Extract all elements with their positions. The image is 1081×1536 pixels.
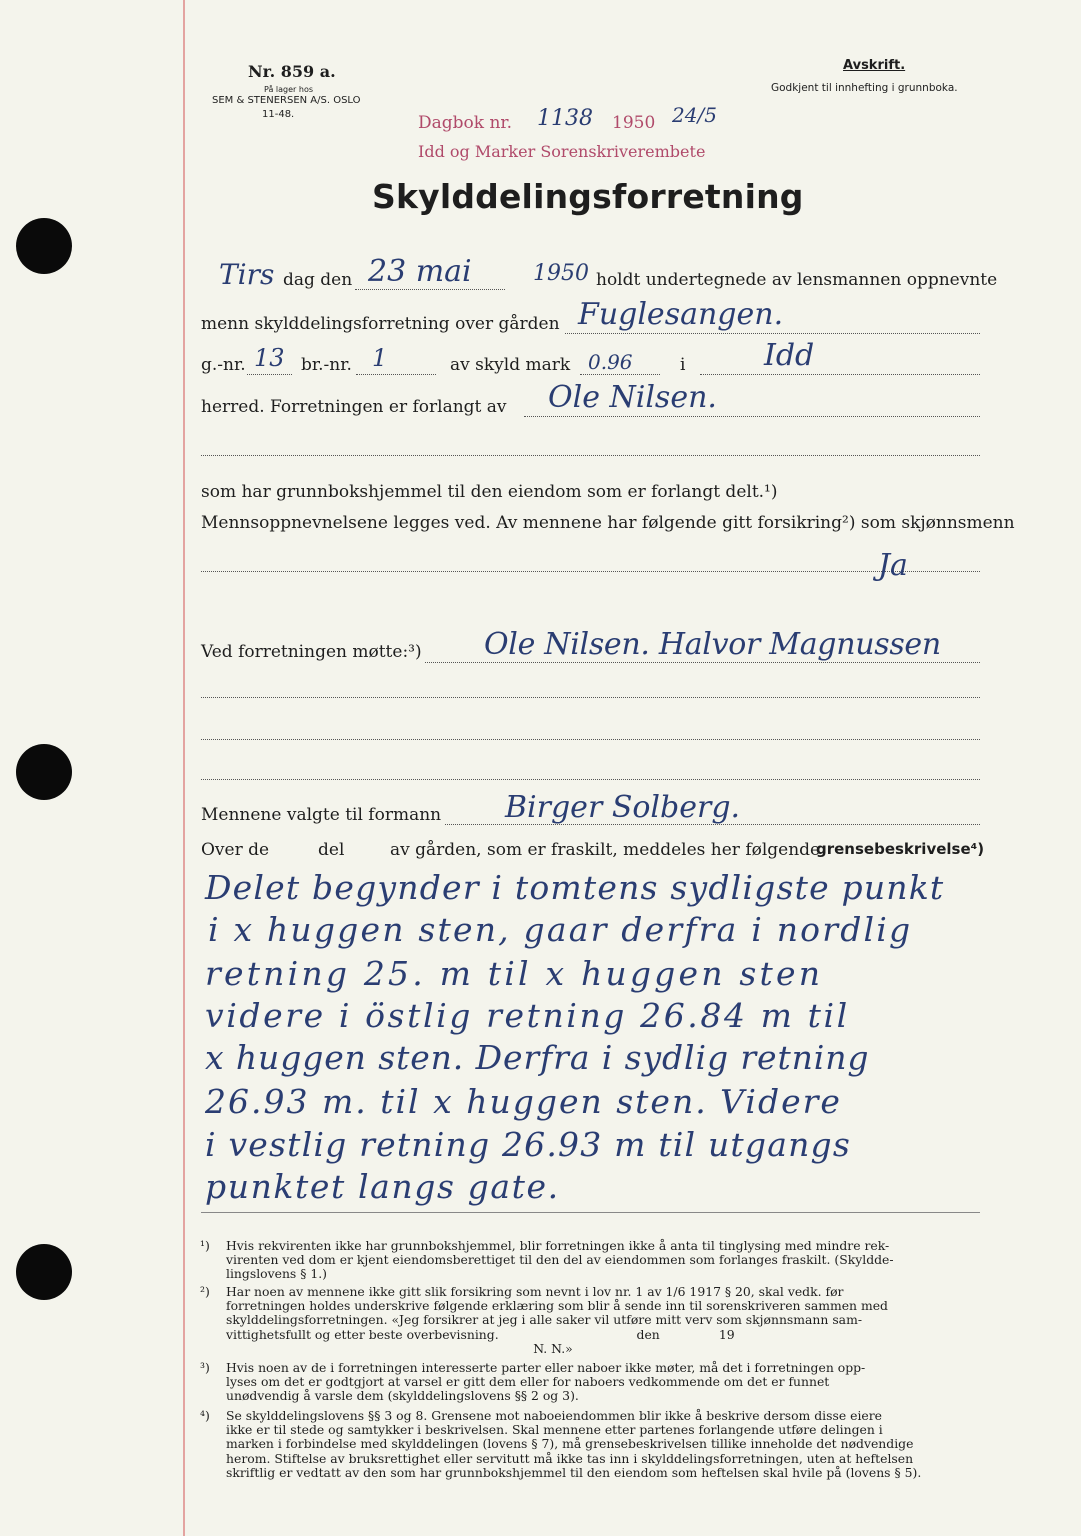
over-de-label: Over de [201,840,270,860]
bnr-value: 1 [372,344,388,372]
municipality-line [700,374,980,375]
boundary-intro: av gården, som er fraskilt, meddeles her følgende [390,840,821,860]
footnote-2-line-5: N. N.» [226,1340,573,1356]
footnote-4-line-4: herom. Stiftelse av bruksrettighet eller servitutt må ikke tas inn i skylddelingsforretningen, uten at heftelsen [226,1450,914,1466]
chairman-value: Birger Solberg. [505,790,741,825]
date-value: 23 mai [368,254,472,289]
stamp-office: Idd og Marker Sorenskriverembete [418,142,706,161]
attended-line [425,662,980,663]
footnote-2-number: ²) [200,1284,210,1299]
boundary-line-1: Delet begynder i tomtens sydligste punkt [205,868,945,907]
blank-line-3 [201,739,980,740]
printer-line-2: SEM & STENERSEN A/S. OSLO [212,95,361,106]
blank-line-1 [201,455,980,456]
footnote-1 [200,1238,894,1282]
punch-hole-middle [16,744,72,800]
gnr-line [247,374,292,375]
footnote-2-line-4: vittighetsfullt og etter beste overbevisning. den 19 [226,1326,735,1342]
blank-line-4 [201,779,980,780]
grunnbok-text: som har grunnbokshjemmel til den eiendom som er forlangt delt.¹) [201,482,778,502]
stamp-year: 1950 [612,113,656,133]
date-line [355,289,505,290]
printer-line-1: På lager hos [264,85,313,94]
dagbok-label: Dagbok nr. [418,113,513,133]
boundary-line-4: videre i östlig retning 26.84 m til [205,996,850,1035]
boundary-line-8: punktet langs gate. [205,1167,560,1206]
footnote-4 [200,1408,922,1480]
i-label: i [680,355,686,375]
document-title: Skylddelingsforretning [372,177,804,216]
skyld-value: 0.96 [588,350,633,374]
footnote-1-line-1: Hvis rekvirenten ikke har grunnbokshjemmel, blir forretningen ikke å anta til tinglysing med mindre rek- [226,1238,890,1253]
footnote-3-line-2: lyses om det er godtgjort at varsel er gitt dem eller for naboers vedkommende om det er funnet [226,1374,830,1390]
oath-line [201,571,980,572]
skyld-line [580,374,660,375]
gnr-label: g.-nr. [201,355,246,375]
year-value: 1950 [533,261,589,286]
boundary-line-7: i vestlig retning 26.93 m til utgangs [205,1125,852,1164]
del-label: del [318,840,345,860]
footnote-2 [200,1284,888,1356]
footnote-3-number: ³) [200,1360,210,1375]
boundary-bold-label: grensebeskrivelse⁴) [816,840,985,858]
form-number: Nr. 859 a. [248,62,336,81]
requested-by-value: Ole Nilsen. [548,380,717,415]
gnr-value: 13 [254,344,285,372]
footnote-4-line-1: Se skylddelingslovens §§ 3 og 8. Grensene mot naboeiendommen blir ikke å beskrive dersom disse eiere [226,1408,883,1423]
held-text: holdt undertegnede av lensmannen oppnevnte [596,270,998,290]
farm-label: menn skylddelingsforretning over gården [201,314,560,334]
day-prefix-value: Tirs [219,258,275,291]
boundary-line-2: i x huggen sten, gaar derfra i nordlig [208,910,913,949]
footnote-4-line-2: ikke er til stede og samtykker i beskrivelsen. Skal mennene etter partenes forlangende utføre delingen i [226,1422,883,1438]
approval-note: Godkjent til innhefting i grunnboka. [771,82,958,94]
herred-label: herred. Forretningen er forlangt av [201,397,507,417]
boundary-line-5: x huggen sten. Derfra i sydlig retning [205,1038,870,1077]
attended-label: Ved forretningen møtte:³) [201,642,422,662]
margin-line [183,0,185,1536]
footnote-2-line-3: skylddelingsforretningen. «Jeg forsikrer at jeg i alle saker vil utføre mitt verv som skjønnsmann sam- [226,1312,863,1328]
punch-hole-top [16,218,72,274]
footnote-4-line-3: marken i forbindelse med skylddelingen (lovens § 7), må grensebeskrivelsen tillike inneholde det nødvendige [226,1436,914,1452]
oath-value: Ja [878,548,908,583]
bnr-label: br.-nr. [301,355,352,375]
footnote-1-line-2: virenten ved dom er kjent eiendomsberettiget til den del av eiendommen som forlanges fraskilt. (Skyldde- [226,1252,894,1268]
footnote-2-line-1: Har noen av mennene ikke gitt slik forsikring som nevnt i lov nr. 1 av 1/6 1917 § 20, skal vedk. før [226,1284,844,1299]
copy-label: Avskrift. [843,58,906,73]
blank-line-2 [201,697,980,698]
stamp-date-note: 24/5 [672,103,717,127]
printer-line-3: 11-48. [262,109,295,120]
bnr-line [356,374,436,375]
chairman-label: Mennene valgte til formann [201,805,442,825]
municipality-value: Idd [764,338,815,373]
requested-by-line [524,416,980,417]
skyld-label: av skyld mark [450,355,571,375]
dag-den-label: dag den [283,270,353,290]
attended-value: Ole Nilsen. Halvor Magnussen [484,627,941,662]
farm-value: Fuglesangen. [578,297,784,332]
footnote-3 [200,1360,866,1404]
dagbok-number: 1138 [537,106,593,131]
footnote-1-number: ¹) [200,1238,210,1253]
boundary-line-3: retning 25. m til x huggen sten [205,954,824,993]
farm-line [565,333,980,334]
footnote-3-line-1: Hvis noen av de i forretningen interesserte parter eller naboer ikke møter, må det i forretningen opp- [226,1360,866,1375]
footnote-2-line-2: forretningen holdes underskrive følgende erklæring som blir å sende inn til sorenskriveren sammen med [226,1298,888,1314]
oath-text: Mennsoppnevnelsene legges ved. Av mennene har følgende gitt forsikring²) som skjønnsmenn [201,513,1015,533]
punch-hole-bottom [16,1244,72,1300]
footnote-4-line-5: skriftlig er vedtatt av den som har grunnbokshjemmel til den eiendom som heftelsen skal hvile på (lovens § 5). [226,1464,922,1480]
boundary-end-line [201,1212,980,1213]
footnote-1-line-3: lingslovens § 1.) [226,1266,328,1282]
footnote-4-number: ⁴) [200,1408,210,1423]
footnote-3-line-3: unødvendig å varsle dem (skylddelingslovens §§ 2 og 3). [226,1388,579,1404]
boundary-line-6: 26.93 m. til x huggen sten. Videre [205,1082,842,1121]
